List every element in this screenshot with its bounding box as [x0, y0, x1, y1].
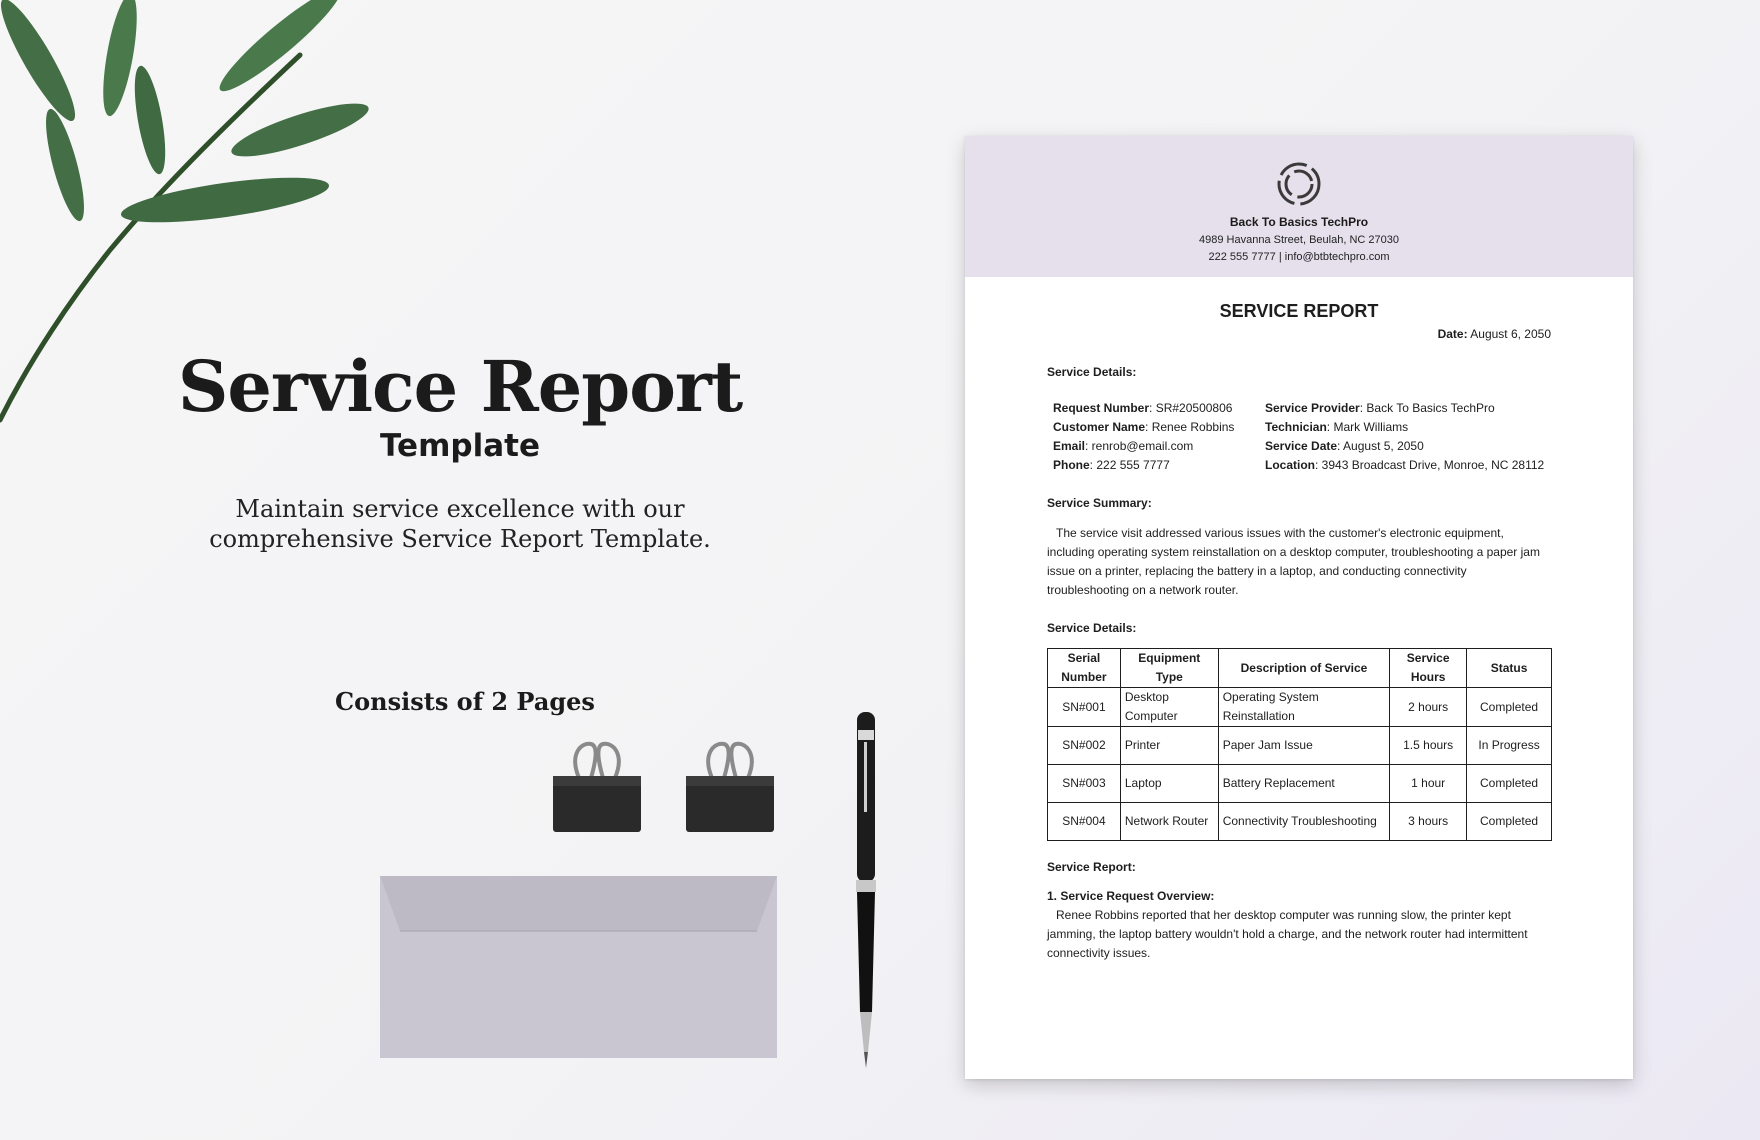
status-cell: In Progress [1467, 727, 1552, 765]
service-request-overview-text: Renee Robbins reported that her desktop computer was running slow, the printer kept jamming, the laptop battery wouldn't hold a charge, and the network router had intermittent connectivity issues. [1047, 908, 1528, 960]
page-count-note: Consists of 2 Pages [335, 687, 595, 716]
column-header: Description of Service [1218, 649, 1390, 688]
column-header: Status [1467, 649, 1552, 688]
pen-image [852, 712, 880, 1072]
promo-title: Service Report [177, 345, 743, 428]
details-column-right [1265, 399, 1551, 475]
detail-request-number: Request Number: SR#20500806 [1053, 401, 1233, 415]
status-cell: Completed [1467, 688, 1552, 727]
service-details-table [1047, 648, 1552, 841]
service-summary-heading: Service Summary: [1047, 496, 1152, 510]
serial-number-cell: SN#002 [1048, 727, 1121, 765]
detail-phone: Phone: 222 555 7777 [1053, 458, 1170, 472]
company-logo-icon [1275, 158, 1323, 210]
binder-clip-image [551, 734, 643, 836]
service-details-heading: Service Details: [1047, 365, 1137, 379]
table-row [1048, 765, 1552, 803]
company-address: 4989 Havanna Street, Beulah, NC 27030 [1199, 234, 1399, 246]
description-cell: Paper Jam Issue [1218, 727, 1390, 765]
serial-number-cell: SN#001 [1048, 688, 1121, 727]
serial-number-cell: SN#004 [1048, 803, 1121, 841]
promo-subtitle: Template [380, 428, 540, 464]
detail-email: Email: renrob@email.com [1053, 439, 1194, 453]
company-contact: 222 555 7777 | info@btbtechpro.com [1208, 251, 1390, 263]
service-hours-cell: 1.5 hours [1390, 727, 1467, 765]
promo-tagline: Maintain service excellence with our comprehensive Service Report Template. [209, 495, 711, 553]
service-request-overview-heading: 1. Service Request Overview: [1047, 889, 1215, 903]
column-header: Serial Number [1048, 649, 1121, 688]
table-row [1048, 688, 1552, 727]
company-name: Back To Basics TechPro [1229, 215, 1369, 229]
equipment-type-cell: Network Router [1120, 803, 1218, 841]
description-cell: Connectivity Troubleshooting [1218, 803, 1390, 841]
service-table-heading: Service Details: [1047, 621, 1137, 635]
date-value: August 6, 2050 [1470, 327, 1551, 341]
table-row [1048, 727, 1552, 765]
equipment-type-cell: Desktop Computer [1120, 688, 1218, 727]
report-date [1047, 325, 1551, 344]
date-label: Date: [1437, 327, 1468, 341]
equipment-type-cell: Printer [1120, 727, 1218, 765]
column-header: Equipment Type [1120, 649, 1218, 688]
binder-clip-image [684, 734, 776, 836]
description-cell: Operating System Reinstallation [1218, 688, 1390, 727]
column-header: Service Hours [1390, 649, 1467, 688]
service-report-heading: Service Report: [1047, 860, 1136, 874]
table-row [1048, 803, 1552, 841]
table-header-row [1048, 649, 1552, 688]
document-title: SERVICE REPORT [1219, 301, 1379, 321]
detail-location: Location: 3943 Broadcast Drive, Monroe, NC 28112 [1265, 458, 1545, 472]
service-report-document [965, 136, 1633, 1079]
document-header [965, 136, 1633, 277]
service-summary-text: The service visit addressed various issues with the customer's electronic equipment, including operating system reinstallation on a desktop computer, troubleshooting a paper jam issue on a printer, replacing the battery in a laptop, and conducting connectivity troubleshooting on a network router. [1047, 526, 1540, 597]
detail-technician: Technician: Mark Williams [1265, 420, 1409, 434]
service-details-grid [1047, 399, 1551, 475]
detail-customer-name: Customer Name: Renee Robbins [1053, 420, 1235, 434]
status-cell: Completed [1467, 765, 1552, 803]
service-hours-cell: 1 hour [1390, 765, 1467, 803]
description-cell: Battery Replacement [1218, 765, 1390, 803]
service-hours-cell: 2 hours [1390, 688, 1467, 727]
envelope-image [380, 876, 777, 1058]
serial-number-cell: SN#003 [1048, 765, 1121, 803]
details-column-left [1053, 399, 1265, 475]
detail-service-provider: Service Provider: Back To Basics TechPro [1265, 401, 1495, 415]
status-cell: Completed [1467, 803, 1552, 841]
detail-service-date: Service Date: August 5, 2050 [1265, 439, 1424, 453]
service-hours-cell: 3 hours [1390, 803, 1467, 841]
equipment-type-cell: Laptop [1120, 765, 1218, 803]
